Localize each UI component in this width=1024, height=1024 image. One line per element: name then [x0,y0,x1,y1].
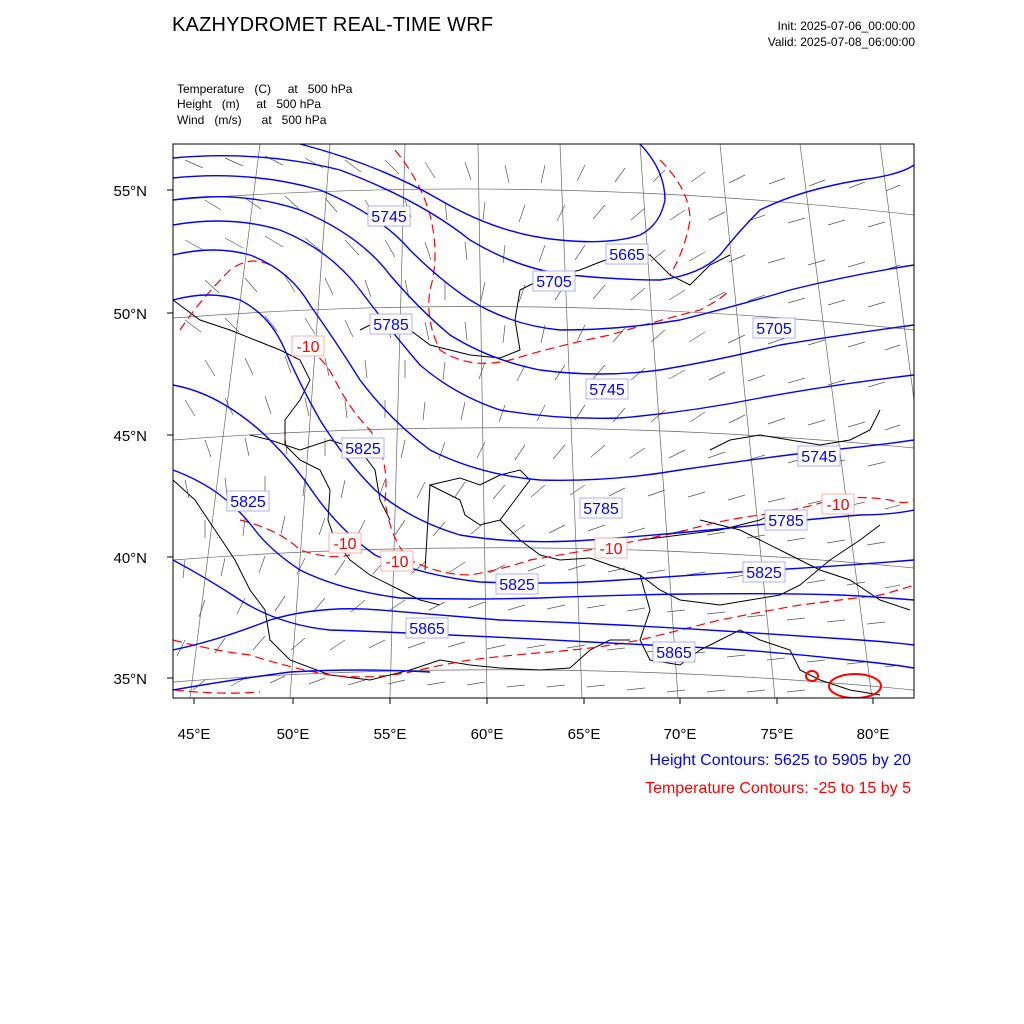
height-label: 5865 [409,621,445,638]
height-label: 5865 [656,645,692,662]
lon-label: 55°E [373,726,407,743]
field-height: Height (m) at 500 hPa [177,97,322,111]
temperature-label: -10 [296,339,320,356]
height-contour-legend: Height Contours: 5625 to 5905 by 20 [649,752,911,769]
temperature-label: -10 [333,536,357,553]
lat-label: 45°N [113,428,147,445]
valid-time: Valid: 2025-07-08_06:00:00 [767,35,915,49]
longitude-labels [178,726,890,743]
height-label: 5825 [345,441,381,458]
lat-label: 35°N [113,671,147,688]
temperature-contour-legend: Temperature Contours: -25 to 15 by 5 [645,780,911,797]
map-title: KAZHYDROMET REAL-TIME WRF [172,14,494,36]
latitude-labels [113,183,147,688]
height-label: 5745 [589,382,625,399]
lon-label: 70°E [663,726,697,743]
init-time: Init: 2025-07-06_00:00:00 [777,19,915,33]
temperature-label: -10 [826,497,850,514]
height-label: 5745 [371,209,407,226]
height-label: 5745 [801,449,837,466]
map-plot-area [173,144,914,698]
lon-label: 50°E [276,726,310,743]
lon-label: 80°E [856,726,890,743]
height-label: 5785 [373,317,409,334]
height-label: 5665 [609,247,645,264]
field-wind: Wind (m/s) at 500 hPa [177,113,327,127]
height-label: 5825 [746,565,782,582]
lat-label: 55°N [113,183,147,200]
height-label: 5705 [756,321,792,338]
field-temperature: Temperature (C) at 500 hPa [177,82,353,96]
lon-label: 65°E [567,726,601,743]
height-label: 5705 [536,274,572,291]
height-label: 5825 [499,577,535,594]
height-label: 5785 [583,501,619,518]
height-label: 5825 [230,494,266,511]
lat-label: 40°N [113,550,147,567]
lon-label: 60°E [470,726,504,743]
lat-label: 50°N [113,306,147,323]
lon-label: 75°E [760,726,794,743]
temperature-label: -10 [599,541,623,558]
temperature-label: -10 [385,554,409,571]
lon-label: 45°E [177,726,211,743]
height-label: 5785 [768,513,804,530]
